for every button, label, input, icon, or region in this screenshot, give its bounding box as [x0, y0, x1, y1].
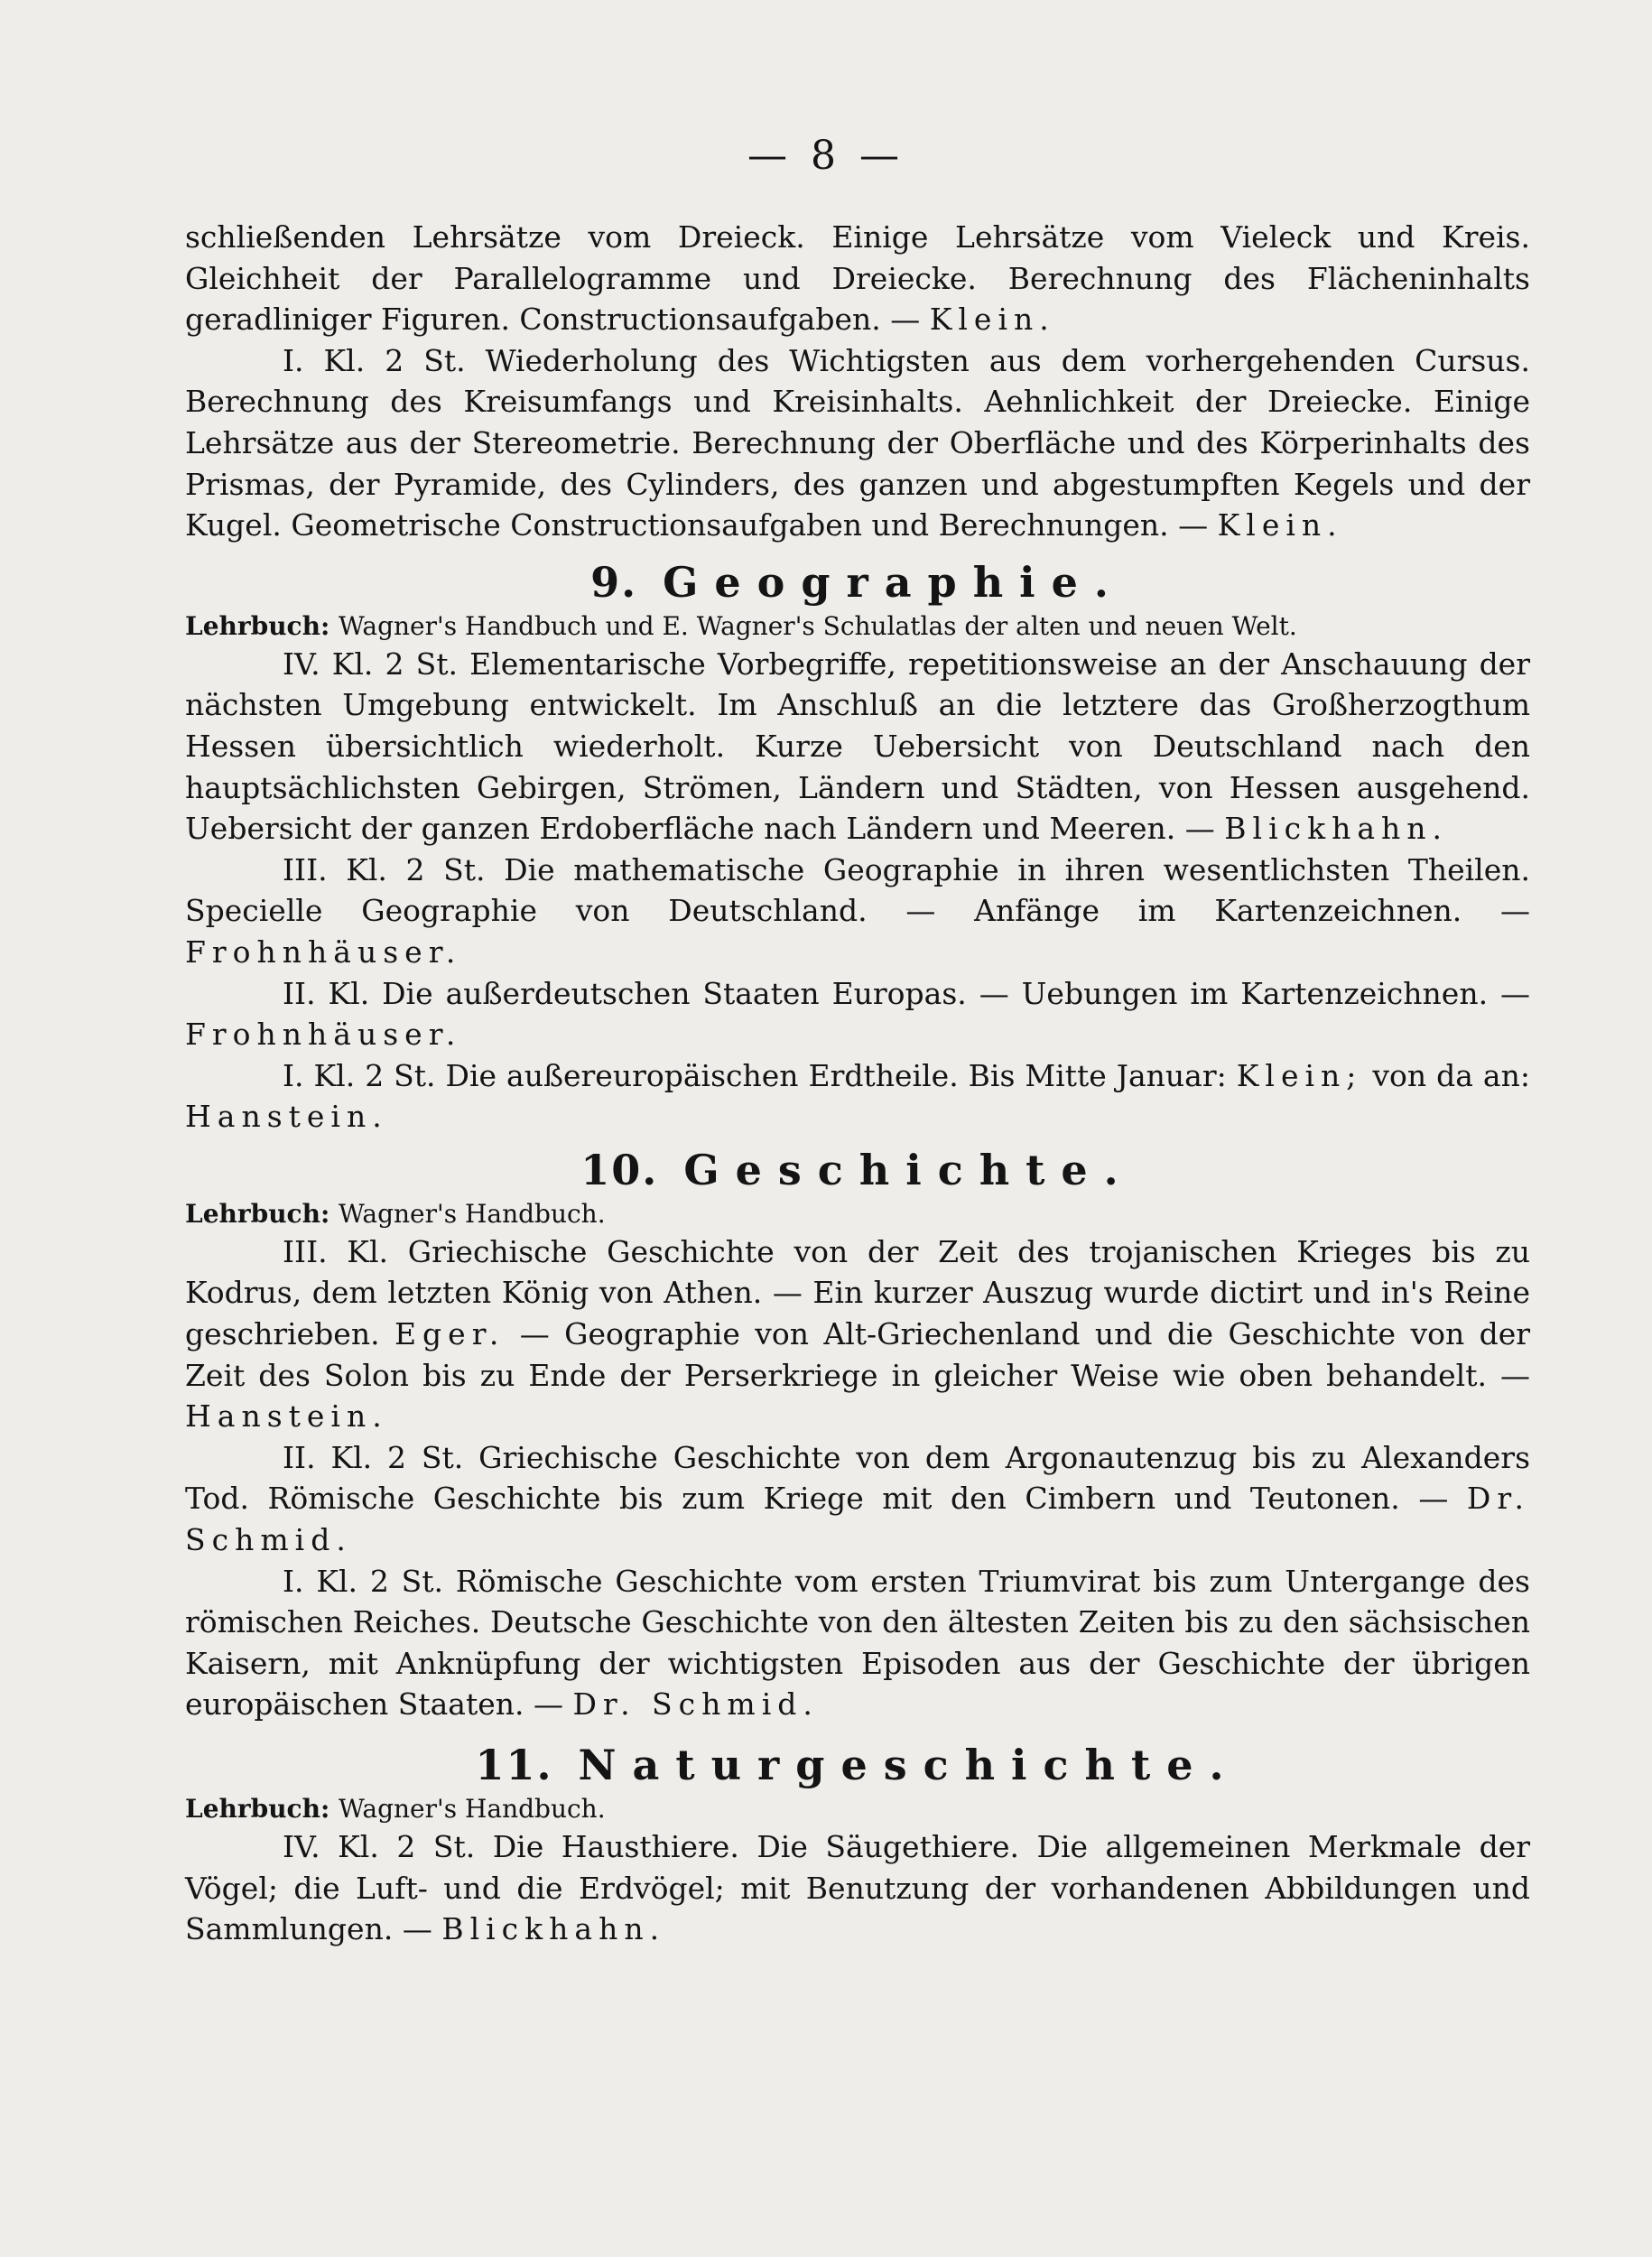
math-para1-teacher: Klein.	[929, 302, 1055, 338]
geography-class-three	[185, 850, 1530, 973]
natural-history-textbook-text: Wagner's Handbuch.	[339, 1794, 606, 1824]
history-textbook-text: Wagner's Handbuch.	[339, 1198, 606, 1229]
math-continuation-paragraph	[185, 217, 1530, 340]
history-para2-teacher: Dr. Schmid.	[185, 1481, 1530, 1558]
history-class-two	[185, 1437, 1530, 1561]
history-class-one	[185, 1561, 1530, 1725]
history-textbook	[185, 1197, 1530, 1231]
geography-title: Geographie.	[663, 557, 1125, 607]
geography-para1-teacher: Blickhahn.	[1224, 811, 1449, 847]
history-title: Geschichte.	[683, 1145, 1135, 1194]
geography-class-two	[185, 973, 1530, 1055]
section-heading-geography	[185, 555, 1530, 609]
geography-para4-mid: von da an:	[1372, 1057, 1530, 1093]
geography-class-one	[185, 1055, 1530, 1138]
geography-para2-text: III. Kl. 2 St. Die mathematische Geographie in ihren wesentlichsten Theilen. Specielle Geographie von Deutschland. — Anfänge im Kartenzeichnen. —	[185, 851, 1530, 929]
natural-history-number: 11.	[475, 1741, 553, 1789]
math-para2-text: I. Kl. 2 St. Wiederholung des Wichtigsten aus dem vorhergehenden Cursus. Berechnung des Kreisumfangs und Kreisinhalts. Aehnlichkeit der Dreiecke. Einige Lehrsätze aus der Stereometrie. Berechnung der Oberfläche und des Körperinhalts des Prismas, der Pyramide, des Cylinders, des ganzen und abgestumpften Kegels und der Kugel. Geometrische Constructionsaufgaben und Berechnungen. —	[185, 342, 1530, 543]
geography-textbook-text: Wagner's Handbuch und E. Wagner's Schulatlas der alten und neuen Welt.	[339, 610, 1297, 641]
section-heading-natural-history	[185, 1738, 1530, 1792]
natural-history-class-four	[185, 1826, 1530, 1950]
geography-para4-teacher1: Klein;	[1236, 1057, 1363, 1093]
geography-textbook-label: Lehrbuch:	[185, 610, 330, 641]
geography-para4-teacher2: Hanstein.	[185, 1099, 388, 1135]
geography-para3-teacher: Frohnhäuser.	[185, 1017, 462, 1053]
math-para2-teacher: Klein.	[1217, 507, 1343, 543]
page-body	[185, 217, 1530, 1950]
math-class-one-paragraph	[185, 340, 1530, 546]
geography-para2-teacher: Frohnhäuser.	[185, 933, 462, 970]
natural-history-para1-teacher: Blickhahn.	[441, 1911, 666, 1947]
geography-para1-text: IV. Kl. 2 St. Elementarische Vorbegriffe, repetitionsweise an der Anschauung der nächsten Umgebung entwickelt. Im Anschluß an die letztere das Großherzogthum Hessen übersichtlich wiederholt. Kurze Uebersicht von Deutschland nach den hauptsächlichsten Gebirgen, Strömen, Ländern und Städten, von Hessen ausgehend. Uebersicht der ganzen Erdoberfläche nach Ländern und Meeren. —	[185, 646, 1530, 847]
geography-para4-text: I. Kl. 2 St. Die außereuropäischen Erdtheile. Bis Mitte Januar:	[283, 1057, 1227, 1093]
history-class-three	[185, 1231, 1530, 1437]
history-para1-teacher2: Hanstein.	[185, 1398, 388, 1435]
history-para3-text: I. Kl. 2 St. Römische Geschichte vom ersten Triumvirat bis zum Untergange des römischen Reiches. Deutsche Geschichte von den ältesten Zeiten bis zu den sächsischen Kaisern, mit Anknüpfung der wichtigsten Episoden aus der Geschichte der übrigen europäischen Staaten. —	[185, 1563, 1530, 1723]
history-para1-mid: — Geographie von Alt-Griechenland und die Geschichte von der Zeit des Solon bis zu Ende der Perserkriege in gleicher Weise wie oben behandelt. —	[185, 1316, 1530, 1393]
section-heading-history	[185, 1143, 1530, 1197]
geography-number: 9.	[590, 557, 638, 607]
geography-para3-text: II. Kl. Die außerdeutschen Staaten Europas. — Uebungen im Kartenzeichnen. —	[283, 975, 1530, 1011]
page-number: — 8 —	[747, 133, 905, 179]
geography-class-four	[185, 644, 1530, 850]
natural-history-textbook	[185, 1792, 1530, 1826]
history-para3-teacher: Dr. Schmid.	[572, 1686, 819, 1723]
history-textbook-label: Lehrbuch:	[185, 1198, 330, 1229]
natural-history-textbook-label: Lehrbuch:	[185, 1794, 330, 1824]
history-para1-teacher1: Eger.	[394, 1316, 506, 1352]
history-para1-text: III. Kl. Griechische Geschichte von der Zeit des trojanischen Krieges bis zu Kodrus, dem letzten König von Athen. — Ein kurzer Auszug wurde dictirt und in's Reine geschrieben.	[185, 1233, 1530, 1352]
natural-history-para1-text: IV. Kl. 2 St. Die Hausthiere. Die Säugethiere. Die allgemeinen Merkmale der Vögel; die Luft- und die Erdvögel; mit Benutzung der vorhandenen Abbildungen und Sammlungen. —	[185, 1829, 1530, 1947]
natural-history-title: Naturgeschichte.	[578, 1741, 1240, 1789]
geography-textbook	[185, 609, 1530, 644]
history-number: 10.	[580, 1145, 659, 1194]
history-para2-text: II. Kl. 2 St. Griechische Geschichte von dem Argonautenzug bis zu Alexanders Tod. Römische Geschichte bis zum Kriege mit den Cimbern und Teutonen. —	[185, 1439, 1530, 1517]
math-para1-text: schließenden Lehrsätze vom Dreieck. Einige Lehrsätze vom Vieleck und Kreis. Gleichheit der Parallelogramme und Dreiecke. Berechnung des Flächeninhalts geradliniger Figuren. Constructionsaufgaben. —	[185, 219, 1530, 338]
